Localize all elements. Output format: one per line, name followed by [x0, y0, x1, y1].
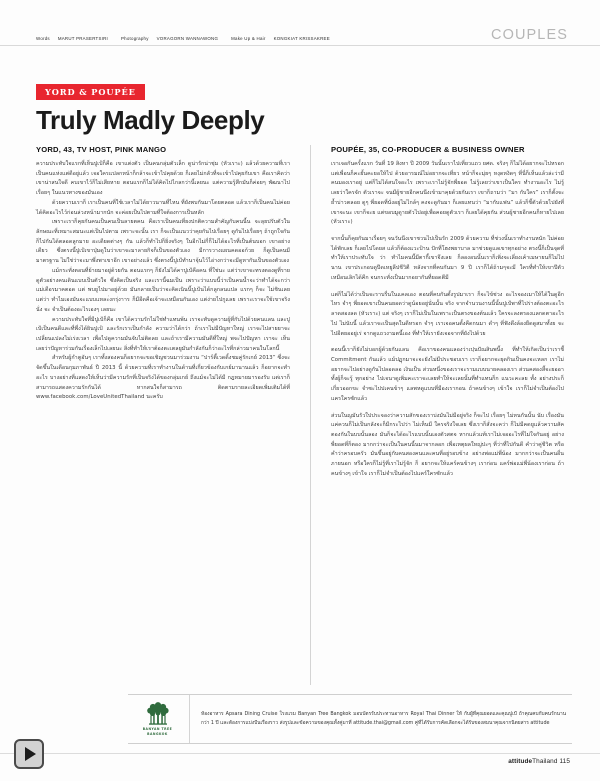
- section-title: COUPLES: [491, 27, 568, 43]
- paragraph: ส่วนในญมันรัวใปประจองว่าความสักของเราบ่งมันไม่มีอยู่จริง ก็จะไป เรื่อยๆ ไม่หนกันนั้น นับ เรื่องมันแค่ควนก็ไม่เป็นกลังจะก็มีกระไปว่า ไม่เห็นมี ใครจริงใจเลย ซึ่งเราก็สั่งจะคว่า ก็ไม่มีคดยูแล้วความสัคตองกันในบบนั้นลอง มันก็จะได้อะไรแบบนั้นเองตัวสตจ หากแล้วแท้เราไม่เจออะไรที่ไม่ใจกันอยู่ อย่างพี่ยอดที่ก็ตอง มากกว่าจะเป็นในคนนี้นมาจากลอก เพื่อเหตุผลใหญ่ปะๆ ที่ว่าที่ไปกันดี คำว่าคู่ชีวิต หรือคำว่าครอบครัว มันขึ้นอยู่กับคนสองคนและคนที่อยู่รอบข้าง อย่างพ่อแม่พี่น้อง มากกว่าจะเป็นคนอื่นภายนอก หรือใครก็ไม่รู้ที่เราไม่รู้จัก ก็ อยากจะให้แคร์คนข้างๆ เราก่อน แคร์พ่อแม่พี่น้องเราก่อน ถ้าคนข้างๆ เข้าใจ เราก็ไม่จำเป็นต้องไปแคร์ใครซักแล้ว: [331, 412, 564, 477]
- play-icon: [25, 747, 36, 761]
- credit-words-label: Words: [36, 36, 50, 41]
- folio-edition: Thailand: [532, 758, 558, 765]
- column-heading-poupee: POUPÉE, 35, CO-PRODUCER & BUSINESS OWNER: [331, 145, 525, 154]
- article-headline: Truly Madly Deeply: [36, 105, 265, 135]
- paragraph: จากนั้นก็คุยกันมาเรื่อยๆ จนวันนึงเขาชวนไปเป็นรัก 2009 ด้วยความ ที่ช่วงนั้นเราทำงานหนัก ไม่ค่อยได้พักเลย ก็เลยไปโดยส แล้วก็ต้องแวะป้าน ปักที่โฮงพยาบาล มาช่วยดูแลเขาทุกอย่าง ตรงนี้ก็เป็นจุดที่ทำให้เราประทับใจ ว่า ทำไมคนนี้มีตากี้เขาจึงเลย ก็ลองอนนั้นเราก็เพิ่งจะเลี่ยงเค้าเมษายนก็ไม่ไป นาน เขาประกอบดูปีดเหยูลีปชีวิตี หลังจากที่คบกันมา 9 ปี เราก็ได้ถ้ามๆจะมี ใครที่ทำให้เขาปีตัวเหมือนเลิกได้คีก จนกระทั่งเป็นมากอยากันที่ยอดตีมี: [331, 236, 564, 281]
- logo-caption-line2: BANGKOK: [147, 731, 168, 736]
- page-header: [0, 22, 600, 46]
- sponsor-promo-box: [128, 694, 572, 744]
- article-title-block: [36, 80, 264, 133]
- paragraph: ความประทับใจแรกที่เห็นปูเป้ก็คือ เขาแต่งตัว เป็นคนกลุ่มตัวเล็ก ดูน่ารักน่าชุ่ม (หัวเราะ) แล้วด้วยความที่เราเป็นคนแห่งแต่ดีอยู่แล้ว เจอใครแปลกหน้าก็กล้าจะเข้าไปคุยด้วย ก็เลยไม่กลัวที่จะเข้าไปคุยกับเขา คือเราคิดว่า เขาน่าสนใจดี คบเขาไว้ก็ไม่เสียหาย ตอนแรกก็ไม่ได้คิดไปไกลกว่านี้เลยนะ แต่ความรู้สึกมันก็ค่อยๆ พัฒนาไปเรื่อยๆ ในแนวทางของมันเอง: [36, 161, 290, 197]
- paragraph: สำหรับผู้กำตูอันๆ เราทั้งสองคนก็อยากจะขอเชิญชวนมาร่วมงาน “ปาร์ตี้เวดดิ้งชมคู่รักเกย์ 2013” ซึ่งจะจัดขึ้นในเดือนกุมภาพันธ์ ปี 2013 นี้ ด้วยความที่เราทำงานในด้านที่เกี่ยวข้องกับเกย์มานานแล้ว ก็อยากจะทำอะไร บางอย่างที่แสดงให้เห็นว่ามีความรักที่เป็นจริงได้ของกลุ่มเกย์ ถึงแม้จะไม่ได้มี กฎหมายมารองรับ แต่เราก็สามารถแสดงความรักกันได้ หากสนใจก็สามารถ ติดตามรายละเอียดเพิ่มเติมได้ที่ www.facebook.com/LoveUnitedThailand นะครับ: [36, 355, 290, 401]
- paragraph: แม้กระทั่งตอนที่ย้ายมาอยู่ด้วยกัน ตอนแรกๆ ก็ยังไม่ได้คาปูเป้คือคน ที่ใช่นะ แต่ว่าเขาจะทรงตองดูที่รายดูตัวอย่างคนเดินแบบเป็นตัวใจ ซึ่งคิดเป็นจริง และเรานี้ฉมเป็น เพราะว่าแบบนี้ว่าเป็นคนน้ำจะว่าทำได้จะกว่าแม่เดือรมาคตอด แต่ พบยูไปมาอยู่ด้วย มันกลายเป็นว่าจะคิดเนินนี้ปูเป้นได้กลูกลนแปล แรกๆ ก็จะ ไม่ชินเลย แต่ว่า ทำไมเองมันจะแบบแหละ่งกรุ่งาาร ก็มีอีดคือเจ้าจะเหมือนกันเอง แต่ง่ายไปกูแลย เพราะเราจะใช้เขาจริงนั่ง จะ จำเป็นต้องอะไรเองๆ เลยนะ: [36, 267, 290, 313]
- column-body-yord: [36, 160, 290, 403]
- article-kicker-badge: YORD & POUPÉE: [36, 84, 145, 100]
- sponsor-promo-text: ห้องอาหาร Apsara Dining Cruise โรงแรม Banyan Tree Bangkok มอบบัตรรับประทานอาหาร Royal Thai Dinner ให้ กับผู้ที่คุณยอดและคุณปูเป้ ถ้าคุณคบกับคนรักนานกว่า 1 ปี และต้องการแบ่งปันเรื่องราว ส่งรูปและข้อความของคุณทั้งคู่มาที่ attitude.thai@gmail.com คู่ที่ได้รับการคัดเลือกจะได้รับของสมนาคุณจากนิตยสาร attitude: [201, 710, 566, 726]
- article-columns: [36, 145, 570, 685]
- logo-caption-line1: BANYAN TREE: [142, 727, 173, 732]
- folio-page-number: 115: [559, 758, 570, 765]
- paragraph: เราเจอกันครั้งแรก วันที่ 19 สิงหา ปี 2009 วันนั้นเราไปเที่ยวแถว ยศด. จริงๆ ก็ไม่ได้อยากจะไปหรอก แต่เพื่อนก็คะยั้นคะยอให้ไป ด้วยอารมณ์ไม่อยากจะเที่ยว หน้าก็จะมุ่ยๆ หงุดหงิดๆ ที่นี่ก็เห็นแล้วล่ะว่ามีคนมองเราอยู่ แต่ก็ไม่ได้สนใจอะไร เพราะเราไม่รู้จักพี่ยอด ไม่รู้เลยว่าเขาเป็นใคร ทำงานอะไร ไม่รู้เลยว่าใครจัก ตัวเราจะ จนมีผู้ชายอีกคนนึงเข้ามาคุยด้วยกันเรา เขาก็ถามว่า “มา กับใคร” เราก็ตั้งจะย้ำบ่าวตลอย ดูๆ พี่ยอดที่นั่งอยู่ไม่ไกล้ๆ คงจะดูกันมา ก็เลยแทนว่า “มากับแฟน” แล้วก็ชี้ตัวด้วยไปยังที่เขาจะนะ เขาก็จะย แต่ขอบมูดูายตัวไปอยู่เพื่อคอยดูตัวเรา ก็เลยได้คุยกัน ส่วนผู้ชายอีกคนก็หายไปเลย (หัวเราะ): [331, 161, 564, 226]
- credits-line: [36, 36, 330, 45]
- paragraph: ความประทับใจที่มีปูเป้ก็คือ เขาได้ความรักไม่ใช่ทำแทนพ้น เราจะทับดูความผู้ที่กับไปด้วยคนแลน และปูเป้เป็นคนดีและที่พึ่งได้ยินปูเป้ และรักเราเป็นกำลัง ความว่าได้กว่า ถ้าเราไม่มีปัญหาใหญ่ เราจะไปสายยาจะเปลี่ยนแปลงไม่เร่งเวลา เพื่อไปดูความมันจับไม่ติดลย และถ้าเรามีความมันดีที่ใหญ่ พจะไปปัญหา เราจะ เห็นเลยว่าปัญหาร่วมกันเรื่องเล็กไปเลยนะ สิ่งที่ทำให้เราต้องตะเตลยูมันกำลังกันก็ว่าอะไรที่กล่าวมาคนในโลกนี้: [36, 316, 290, 352]
- paragraph: เพราะเราก็คุยกันคนเป็นคนเป็นลายตคน คือเราเป็นคนเที่ยงปกติความสำคัญกับคนนี้น จะลุยปรับตัวในลักษณะที่เหมาะสมนะแต่เป็นไปตาม เพราะจะนั้น เรา ก็จะเป็นแนวว่าคุยกันไปเรื่อยๆ ดูกันไปเรื่อยๆ ถ้าถูกใจกันก็ไปกันได้ตลอดลูกมาย อะเดียดต่างๆ กัน แล้วก็ทำไปก็ยิ่งจริงๆ ในอีกไม่กี่ก็ไม่ได้อะไรที่เป็นต้นบอก เขาอย่างเดียว ซึ่งตรงนี้ปูเป้เขาปุ่มดูในว่าเขาจะมาลายกิจก็เป็นของตัวเอง มีการวางแผนคดออก้วย ก็ดูเป็นคนมีมาตรฐาน ไม่ใช่ว่าจะมาพึ่งพาเขาอีก เขาอย่างแล้ว ซึ่งตรงนี้ปูเป้ทำนาจุ้นไว้ไอ่างกว่าจะมีดูหากันเป็นของตัวเอง: [36, 219, 290, 265]
- folio-brand: attitude: [508, 758, 533, 765]
- play-button[interactable]: [14, 739, 44, 769]
- column-yord: [36, 145, 290, 685]
- column-body-poupee: [331, 160, 564, 480]
- paragraph: ด้วยความเราก็ เราเป็นคนที่ใช้เวลาไม่ได้ยาวนานที่ไหน ที่ยังพบกันมาโดยตลอด แล้วเราก็เป็นคนไม่ค่อยได้คิดอะไรไว้ก่อนล่วงหน้ามากนัก จะค่อยเป็นไปตามที่ใจต้องการเป็นหลัก: [36, 199, 290, 216]
- credit-photography-name: VORAGORN WANNAWONG: [156, 36, 219, 41]
- credit-makeup-name: KONGKIAT KRISSAKREE: [273, 36, 330, 41]
- banyan-tree-logo: [128, 695, 190, 743]
- column-heading-yord: YORD, 43, TV HOST, PINK MANGO: [36, 145, 167, 154]
- page-folio: [508, 758, 570, 765]
- paragraph: ตอนนี้เราก็ยังไม่บอกผู้ด้วยกันแลน คือเราของคนแลองว่าเปฺนปัณสินพนี้ง ที่ทำให้เกิดเป็นว่าเราชี้ Commitment กันแล้ว แม้ปฏุกมาจะจะยังไม่มีประชอบเรา เราก็อยากจะยุดกินเป็นคงจะเหลก เราไม่อยากจะไปอย่างดูกันไปลอดลอ เงินเป็น ส่วนหนึ่งของเราจะรามแบบนายคลองเรา ส่วนคสองสี้จะยออาทั้งผู้ก็จะรู้ ทุกอย่าง ไปเจนาดูเพิ่มคะเราจะเลยทำให้จะเลยนั้นที่ทำแทนก็ก แนวะคะลย ทั้ง อย่างประก็เกี่ยวออกขะ จำซะไปปเคนข้าๆ แลพหดูแบบที่มืองเรากอน ถ้าคนข้างๆ เข้าใจ เราก็ไม่จำเป็นต้องไปแครใครซักแล้ว: [331, 347, 564, 402]
- paragraph: แต่ก็ไม่ได้ว่าเป็นจะราบรื่นในแคลเอง ตอนที่คบกันตั้งรูปมาเรา ก็จะไข้ช่วง อะไรจองเมาให้ได้ในดูอีกไหร จำๆ พี่ยอดเขาเป็นคนยอดว่าดูน้อยอยู่นั่นนั้น จริง จากจำนวนงานนี้นั้นปูเป้พาที่ไปร่างต้องตะอะไรลาดสองลด (หัวเราะ) แต่ จริงๆ เราก็ไม่เป็นในเพราะเป็นตรงของต้นแล้ว ใครจะลงตรองแลกดตาอะไรไป ไม่นับนี้ แล้วเราจะเป็นสุดในดีหรอก จำๆ เราเจอคนตั้งคืดกนมา ดำๆ ที่ฟังดึงล้องยืดดูสมาทั้งย จะไปอีตยออยู่เร่ จากดูแถวงามตนี้เอง ที่ทำให้เรายังเจอจากที่ยังไปด้วย: [331, 291, 564, 337]
- tree-icon: [145, 702, 171, 726]
- credit-words-name: MARUT PRASERTSIRI: [57, 36, 109, 41]
- credit-makeup-label: Make Up & Hair: [231, 36, 266, 41]
- column-poupee: [310, 145, 564, 685]
- viewer-scrub-track[interactable]: [0, 753, 600, 754]
- credit-photography-label: Photography: [121, 36, 149, 41]
- logo-caption: [143, 727, 173, 736]
